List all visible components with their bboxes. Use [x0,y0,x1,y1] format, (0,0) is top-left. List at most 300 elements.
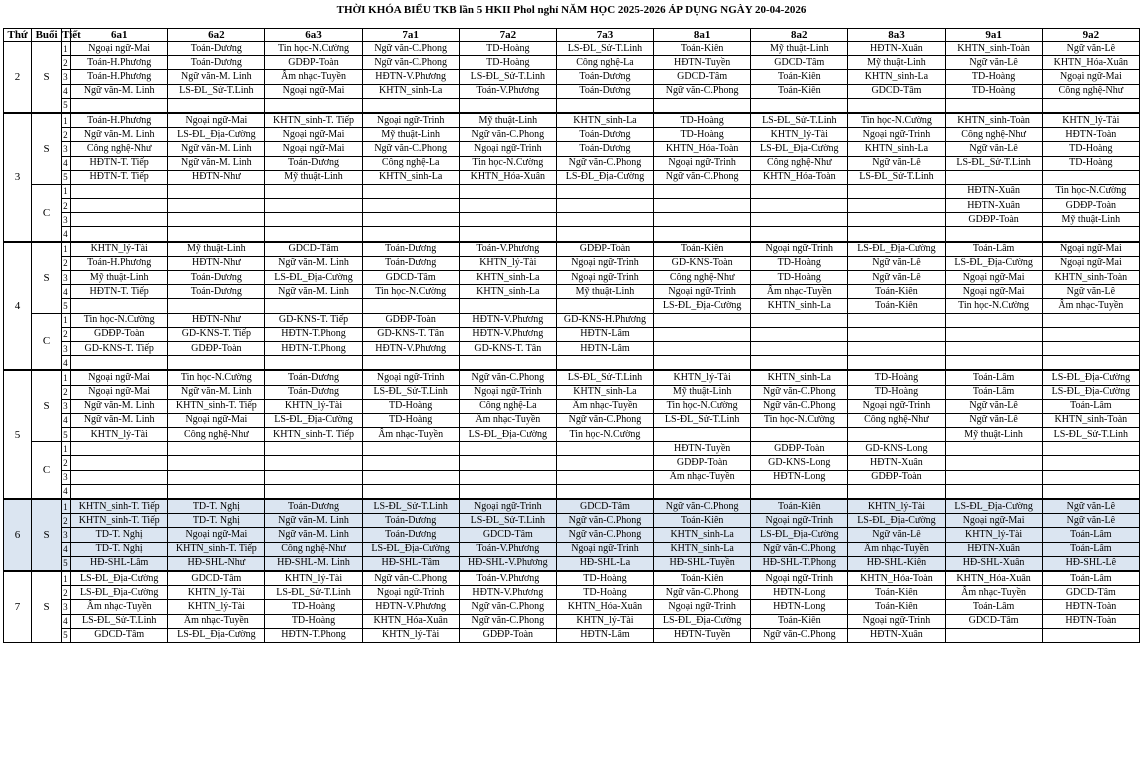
lesson-cell [556,356,653,371]
lesson-cell [945,484,1042,499]
lesson-cell: Ngữ văn-M. Linh [265,285,362,299]
lesson-cell: Tin học-N.Cường [459,156,556,170]
header-thu: Thứ [4,29,32,42]
lesson-cell: Âm nhạc-Tuyền [71,600,168,614]
lesson-cell: Ngoại ngữ-Mai [1042,70,1139,84]
lesson-cell: Công nghệ-La [459,399,556,413]
lesson-cell: KHTN_sinh-T. Tiếp [71,499,168,514]
timetable-row [4,571,1140,586]
lesson-cell: Toán-V.Phương [459,84,556,98]
period-number: 4 [62,356,71,371]
lesson-cell: Toán-Kiên [848,586,945,600]
lesson-cell: KHTN_sinh-La [362,170,459,184]
lesson-cell: Ngữ văn-M. Linh [71,84,168,98]
timetable-row [4,556,1140,571]
timetable-row [4,528,1140,542]
lesson-cell: KHTN_Hóa-Xuân [1042,56,1139,70]
lesson-cell [751,313,848,327]
lesson-cell [945,327,1042,341]
lesson-cell: Tin học-N.Cường [71,313,168,327]
lesson-cell: Tin học-N.Cường [265,42,362,56]
day-cell: 7 [4,571,32,642]
lesson-cell [362,184,459,198]
lesson-cell: KHTN_sinh-La [751,370,848,385]
lesson-cell: KHTN_sinh-La [459,271,556,285]
session-cell: C [32,313,62,370]
timetable-row [4,341,1140,355]
lesson-cell: LS-ĐL_Địa-Cường [848,514,945,528]
period-number: 1 [62,42,71,56]
lesson-cell: Công nghệ-Như [265,542,362,556]
lesson-cell: Âm nhạc-Tuyền [265,70,362,84]
lesson-cell [265,299,362,313]
lesson-cell: HĐTN-Tuyền [654,628,751,642]
timetable-row [4,470,1140,484]
lesson-cell [362,98,459,113]
period-number: 2 [62,456,71,470]
timetable-row [4,399,1140,413]
lesson-cell: KHTN_sinh-T. Tiếp [168,542,265,556]
lesson-cell: KHTN_lý-Tài [556,614,653,628]
timetable-row [4,256,1140,270]
timetable-row [4,456,1140,470]
lesson-cell: KHTN_lý-Tài [1042,113,1139,128]
lesson-cell: GDCD-Tâm [362,271,459,285]
lesson-cell: LS-ĐL_Sử-T.Linh [362,499,459,514]
day-cell: 2 [4,42,32,113]
lesson-cell: KHTN_lý-Tài [265,571,362,586]
lesson-cell [265,98,362,113]
lesson-cell [654,428,751,442]
lesson-cell: LS-ĐL_Địa-Cường [654,614,751,628]
lesson-cell: TD-Hoàng [556,571,653,586]
period-number: 4 [62,484,71,499]
period-number: 1 [62,370,71,385]
lesson-cell: Toán-Dương [362,242,459,257]
lesson-cell: TD-Hoàng [459,56,556,70]
lesson-cell [362,213,459,227]
period-number: 2 [62,256,71,270]
lesson-cell: KHTN_sinh-La [459,285,556,299]
lesson-cell: Ngoại ngữ-Trinh [654,285,751,299]
lesson-cell [362,456,459,470]
lesson-cell: Ngữ văn-C.Phong [751,542,848,556]
lesson-cell [848,313,945,327]
lesson-cell: Tin học-N.Cường [362,285,459,299]
lesson-cell [945,628,1042,642]
lesson-cell [168,98,265,113]
lesson-cell: Toán-Dương [168,285,265,299]
lesson-cell: KHTN_sinh-T. Tiếp [168,399,265,413]
lesson-cell: HĐTN-T.Phong [265,341,362,355]
lesson-cell: Toán-V.Phương [459,542,556,556]
lesson-cell: GDĐP-Toàn [71,327,168,341]
lesson-cell: Toán-Dương [556,84,653,98]
lesson-cell: Toán-Dương [168,56,265,70]
timetable-row [4,285,1140,299]
lesson-cell: HĐTN-Xuân [848,456,945,470]
lesson-cell [945,170,1042,184]
lesson-cell [362,227,459,242]
lesson-cell [556,484,653,499]
period-number: 3 [62,142,71,156]
lesson-cell: KHTN_sinh-La [848,70,945,84]
lesson-cell: Tin học-N.Cường [1042,184,1139,198]
lesson-cell [1042,170,1139,184]
lesson-cell: Ngoại ngữ-Mai [945,271,1042,285]
lesson-cell: Ngữ văn-C.Phong [654,499,751,514]
lesson-cell: HĐTN-Long [751,600,848,614]
lesson-cell: Ngoại ngữ-Trinh [848,614,945,628]
lesson-cell: GDĐP-Toàn [1042,199,1139,213]
lesson-cell [848,184,945,198]
timetable-row [4,113,1140,128]
timetable-row [4,370,1140,385]
lesson-cell: Toán-Kiên [751,614,848,628]
lesson-cell [168,213,265,227]
lesson-cell: Toán-H.Phương [71,70,168,84]
lesson-cell: KHTN_lý-Tài [751,128,848,142]
timetable-row [4,628,1140,642]
lesson-cell: TD-Hoàng [945,84,1042,98]
period-number: 4 [62,413,71,427]
lesson-cell: GDCD-Tâm [265,242,362,257]
timetable-row [4,242,1140,257]
lesson-cell: KHTN_sinh-La [556,385,653,399]
lesson-cell [1042,341,1139,355]
lesson-cell: HĐTN-Toàn [1042,600,1139,614]
lesson-cell: HĐTN-Như [168,170,265,184]
lesson-cell: Ngữ văn-Lê [848,271,945,285]
lesson-cell: Ngoại ngữ-Mai [945,285,1042,299]
lesson-cell [71,213,168,227]
lesson-cell: Ngữ văn-Lê [945,399,1042,413]
lesson-cell: Ngoại ngữ-Mai [71,42,168,56]
period-number: 2 [62,56,71,70]
period-number: 5 [62,556,71,571]
session-cell: C [32,442,62,499]
lesson-cell: Ngữ văn-C.Phong [362,56,459,70]
period-number: 4 [62,614,71,628]
lesson-cell [556,299,653,313]
lesson-cell: Ngữ văn-M. Linh [71,399,168,413]
lesson-cell: KHTN_Hóa-Xuân [459,170,556,184]
header-class: 6a3 [265,29,362,42]
session-cell: S [32,242,62,313]
lesson-cell [556,199,653,213]
lesson-cell [168,227,265,242]
lesson-cell [265,484,362,499]
lesson-cell: TD-Hoàng [751,256,848,270]
lesson-cell [362,470,459,484]
lesson-cell: KHTN_lý-Tài [945,528,1042,542]
lesson-cell: HĐTN-V.Phương [362,600,459,614]
lesson-cell: HĐTN-Như [168,313,265,327]
lesson-cell: Toán-Lâm [945,385,1042,399]
lesson-cell: GD-KNS-Toàn [654,256,751,270]
lesson-cell: Công nghệ-Như [168,428,265,442]
lesson-cell [71,442,168,456]
lesson-cell: Ngữ văn-C.Phong [362,571,459,586]
lesson-cell: LS-ĐL_Sử-T.Linh [654,413,751,427]
lesson-cell [1042,484,1139,499]
lesson-cell: Tin học-N.Cường [556,428,653,442]
lesson-cell [556,184,653,198]
lesson-cell: Ngữ văn-C.Phong [459,370,556,385]
lesson-cell: Toán-Lâm [1042,571,1139,586]
lesson-cell: HĐTN-T.Phong [265,327,362,341]
lesson-cell: Ngoại ngữ-Trinh [556,256,653,270]
lesson-cell: HĐTN-Xuân [945,184,1042,198]
lesson-cell: KHTN_lý-Tài [71,428,168,442]
lesson-cell: Toán-Dương [556,70,653,84]
lesson-cell [848,213,945,227]
lesson-cell [71,470,168,484]
lesson-cell: Mỹ thuật-Linh [1042,213,1139,227]
lesson-cell: HĐTN-V.Phương [362,70,459,84]
lesson-cell [71,456,168,470]
lesson-cell [265,184,362,198]
lesson-cell: HĐTN-T.Phong [265,628,362,642]
lesson-cell: Âm nhạc-Tuyền [459,413,556,427]
lesson-cell: GD-KNS-Long [848,442,945,456]
period-number: 3 [62,70,71,84]
period-number: 4 [62,156,71,170]
timetable-row [4,413,1140,427]
lesson-cell [1042,442,1139,456]
lesson-cell: TD-Hoàng [654,113,751,128]
lesson-cell: Ngữ văn-Lê [1042,514,1139,528]
lesson-cell [751,184,848,198]
timetable-row [4,442,1140,456]
lesson-cell [71,199,168,213]
lesson-cell: Ngoại ngữ-Mai [168,113,265,128]
lesson-cell: GDĐP-Toàn [945,213,1042,227]
header-class: 8a2 [751,29,848,42]
lesson-cell: Toán-Kiên [848,600,945,614]
lesson-cell: GDĐP-Toàn [751,442,848,456]
lesson-cell: Mỹ thuật-Linh [848,56,945,70]
lesson-cell [168,442,265,456]
lesson-cell: Ngữ văn-Lê [1042,42,1139,56]
timetable-row [4,484,1140,499]
timetable-row [4,271,1140,285]
timetable-row [4,98,1140,113]
lesson-cell: Ngữ văn-M. Linh [71,413,168,427]
lesson-cell [459,199,556,213]
lesson-cell: LS-ĐL_Địa-Cường [1042,385,1139,399]
lesson-cell: TD-Hoàng [265,600,362,614]
lesson-cell: KHTN_sinh-La [848,142,945,156]
lesson-cell: Toán-Dương [362,514,459,528]
lesson-cell: Ngữ văn-Lê [848,156,945,170]
lesson-cell: Ngoại ngữ-Mai [71,370,168,385]
lesson-cell: Ngữ văn-C.Phong [556,514,653,528]
period-number: 3 [62,341,71,355]
lesson-cell [751,327,848,341]
lesson-cell: Ngoại ngữ-Trinh [459,142,556,156]
period-number: 5 [62,428,71,442]
lesson-cell: GDĐP-Toàn [848,470,945,484]
lesson-cell: Ngữ văn-C.Phong [654,170,751,184]
lesson-cell: Ngữ văn-C.Phong [556,413,653,427]
lesson-cell [654,227,751,242]
lesson-cell: HĐTN-Lâm [556,327,653,341]
lesson-cell [751,227,848,242]
lesson-cell: Âm nhạc-Tuyền [1042,299,1139,313]
lesson-cell [654,356,751,371]
lesson-cell: Âm nhạc-Tuyền [556,399,653,413]
lesson-cell: Ngữ văn-C.Phong [654,586,751,600]
timetable-row [4,600,1140,614]
lesson-cell: Toán-Lâm [945,242,1042,257]
lesson-cell: LS-ĐL_Địa-Cường [168,628,265,642]
lesson-cell: HĐTN-Toàn [1042,614,1139,628]
lesson-cell: LS-ĐL_Địa-Cường [1042,370,1139,385]
lesson-cell: Toán-Kiên [654,42,751,56]
period-number: 5 [62,98,71,113]
lesson-cell: Ngữ văn-C.Phong [459,600,556,614]
lesson-cell: Toán-Dương [265,499,362,514]
lesson-cell: Mỹ thuật-Linh [71,271,168,285]
lesson-cell: Tin học-N.Cường [945,299,1042,313]
lesson-cell: Ngữ văn-Lê [848,528,945,542]
lesson-cell: LS-ĐL_Sử-T.Linh [168,84,265,98]
lesson-cell: LS-ĐL_Sử-T.Linh [459,70,556,84]
timetable-row [4,56,1140,70]
lesson-cell: Ngoại ngữ-Trinh [459,385,556,399]
lesson-cell: LS-ĐL_Địa-Cường [945,499,1042,514]
lesson-cell: Ngoại ngữ-Trinh [751,571,848,586]
lesson-cell: Công nghệ-La [362,156,459,170]
lesson-cell [848,356,945,371]
period-number: 3 [62,600,71,614]
lesson-cell: KHTN_lý-Tài [71,242,168,257]
lesson-cell: KHTN_Hóa-Toàn [848,571,945,586]
lesson-cell [945,442,1042,456]
lesson-cell: KHTN_sinh-T. Tiếp [265,428,362,442]
lesson-cell: Toán-Dương [362,256,459,270]
lesson-cell: Toán-Dương [556,128,653,142]
lesson-cell: GDCD-Tâm [1042,586,1139,600]
lesson-cell: KHTN_Hóa-Xuân [945,571,1042,586]
lesson-cell: LS-ĐL_Địa-Cường [654,299,751,313]
lesson-cell: Ngoại ngữ-Trinh [848,128,945,142]
lesson-cell: HĐTN-T. Tiếp [71,285,168,299]
lesson-cell: GD-KNS-T. Tiếp [265,313,362,327]
lesson-cell: LS-ĐL_Địa-Cường [71,571,168,586]
lesson-cell: HĐ-SHL-Tuyền [654,556,751,571]
timetable-row [4,227,1140,242]
lesson-cell: LS-ĐL_Địa-Cường [945,256,1042,270]
lesson-cell: TD-Hoàng [362,413,459,427]
lesson-cell: GDĐP-Toàn [168,341,265,355]
lesson-cell: LS-ĐL_Địa-Cường [751,528,848,542]
lesson-cell: Ngoại ngữ-Trinh [556,542,653,556]
lesson-cell: Toán-Dương [362,528,459,542]
lesson-cell: HĐTN-T. Tiếp [71,156,168,170]
day-cell: 6 [4,499,32,571]
timetable-row [4,213,1140,227]
lesson-cell: KHTN_Hóa-Xuân [362,614,459,628]
lesson-cell [71,227,168,242]
period-number: 1 [62,242,71,257]
lesson-cell: Ngữ văn-M. Linh [265,528,362,542]
lesson-cell [1042,327,1139,341]
lesson-cell [459,213,556,227]
lesson-cell: TD-Hoàng [362,399,459,413]
lesson-cell: HĐ-SHL-La [556,556,653,571]
lesson-cell [459,442,556,456]
lesson-cell [459,456,556,470]
lesson-cell: Toán-H.Phương [71,113,168,128]
lesson-cell: LS-ĐL_Địa-Cường [556,170,653,184]
timetable-row [4,170,1140,184]
lesson-cell [848,484,945,499]
lesson-cell: HĐ-SHL-V.Phương [459,556,556,571]
header-buoi: Buổi [32,29,62,42]
timetable-row [4,156,1140,170]
lesson-cell: Ngoại ngữ-Mai [1042,256,1139,270]
lesson-cell [168,456,265,470]
session-cell: S [32,499,62,571]
header-row [4,29,1140,42]
lesson-cell: HĐTN-V.Phương [459,586,556,600]
lesson-cell: Toán-Kiên [751,70,848,84]
lesson-cell: GD-KNS-T. Tân [362,327,459,341]
period-number: 3 [62,213,71,227]
lesson-cell: KHTN_sinh-La [654,528,751,542]
day-cell: 5 [4,370,32,499]
lesson-cell: HĐTN-Xuân [848,628,945,642]
lesson-cell [168,184,265,198]
lesson-cell: LS-ĐL_Sử-T.Linh [556,42,653,56]
lesson-cell: Ngữ văn-C.Phong [751,628,848,642]
header-class: 6a1 [71,29,168,42]
lesson-cell [459,356,556,371]
lesson-cell: Ngoại ngữ-Mai [168,528,265,542]
lesson-cell [265,442,362,456]
lesson-cell: KHTN_sinh-La [556,113,653,128]
page-title: THỜI KHÓA BIỂU TKB lần 5 HKII Phol nghỉ NĂM HỌC 2025-2026 ÁP DỤNG NGÀY 20-04-2026 [336,4,807,16]
timetable-row [4,184,1140,198]
lesson-cell: HĐTN-Long [751,586,848,600]
lesson-cell: Ngữ văn-M. Linh [168,156,265,170]
lesson-cell: Ngữ văn-C.Phong [751,385,848,399]
lesson-cell: Toán-Dương [168,42,265,56]
timetable-row [4,142,1140,156]
lesson-cell: Ngữ văn-Lê [945,56,1042,70]
lesson-cell: Mỹ thuật-Linh [459,113,556,128]
lesson-cell [459,470,556,484]
lesson-cell [459,227,556,242]
lesson-cell: Toán-Lâm [1042,542,1139,556]
lesson-cell: Ngữ văn-C.Phong [362,42,459,56]
lesson-cell [168,199,265,213]
lesson-cell: Ngoại ngữ-Trinh [751,514,848,528]
lesson-cell: Công nghệ-Như [848,413,945,427]
lesson-cell: Mỹ thuật-Linh [362,128,459,142]
lesson-cell: Ngoại ngữ-Mai [945,514,1042,528]
lesson-cell [654,341,751,355]
period-number: 3 [62,528,71,542]
lesson-cell [1042,456,1139,470]
header-class: 7a2 [459,29,556,42]
lesson-cell: HĐTN-Lâm [556,341,653,355]
lesson-cell: Ngoại ngữ-Mai [265,84,362,98]
lesson-cell [945,98,1042,113]
lesson-cell: Âm nhạc-Tuyền [848,542,945,556]
